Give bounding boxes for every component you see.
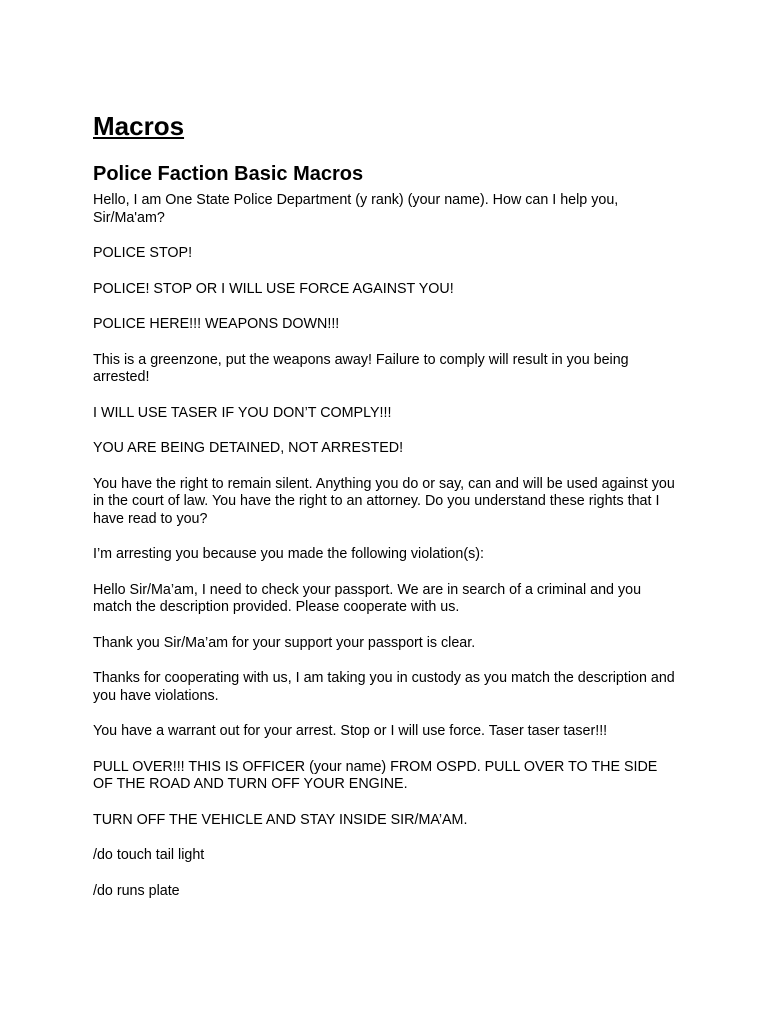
section-title: Police Faction Basic Macros <box>93 163 364 185</box>
macro-greeting: Hello, I am One State Police Department (y rank) (your name). How can I help you, Sir/Ma'am? <box>93 192 619 226</box>
macro-detained: YOU ARE BEING DETAINED, NOT ARRESTED! <box>93 440 404 456</box>
macro-rights: You have the right to remain silent. Anything you do or say, can and will be used against you in the court of law. You have the right to an attorney. Do you understand these rights that I have read to you? <box>93 475 675 527</box>
macro-tail-light: /do touch tail light <box>93 847 205 863</box>
macro-greenzone: This is a greenzone, put the weapons away! Failure to comply will result in you being arrested! <box>93 351 629 385</box>
macro-turn-off-vehicle: TURN OFF THE VEHICLE AND STAY INSIDE SIR/MA’AM. <box>93 811 468 828</box>
macro-use-force: POLICE! STOP OR I WILL USE FORCE AGAINST YOU! <box>93 280 454 297</box>
macro-list <box>93 192 675 900</box>
macro-runs-plate: /do runs plate <box>93 882 180 899</box>
document-page <box>93 108 675 918</box>
macro-passport-clear: Thank you Sir/Ma’am for your support your passport is clear. <box>93 634 476 651</box>
macro-custody: Thanks for cooperating with us, I am taking you in custody as you match the description and you have violations. <box>93 670 675 704</box>
macro-warrant: You have a warrant out for your arrest. Stop or I will use force. Taser taser taser!!! <box>93 723 608 739</box>
macro-weapons-down: POLICE HERE!!! WEAPONS DOWN!!! <box>93 316 340 332</box>
macro-pull-over: PULL OVER!!! THIS IS OFFICER (your name) FROM OSPD. PULL OVER TO THE SIDE OF THE ROAD AND TURN OFF YOUR ENGINE. <box>93 758 658 792</box>
macro-taser-warning: I WILL USE TASER IF YOU DON’T COMPLY!!! <box>93 404 392 421</box>
document-title: Macros <box>93 111 185 141</box>
macro-passport-check: Hello Sir/Ma’am, I need to check your passport. We are in search of a criminal and you match the description provided. Please cooperate with us. <box>93 581 642 615</box>
macro-police-stop: POLICE STOP! <box>93 245 193 261</box>
macro-arrest-violations: I’m arresting you because you made the following violation(s): <box>93 546 484 562</box>
